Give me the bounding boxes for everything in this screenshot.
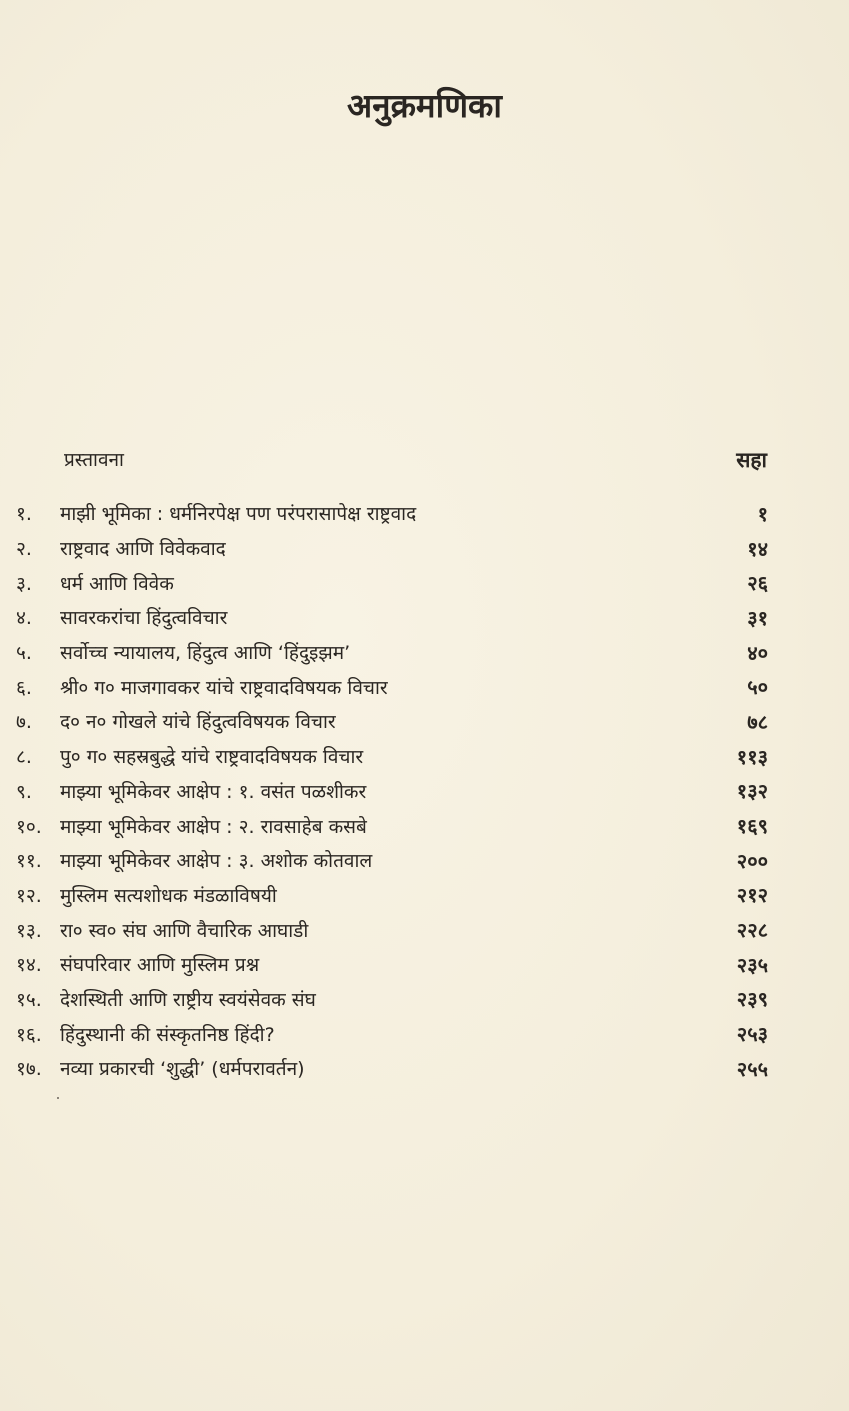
toc-entry-page: ४०: [747, 640, 768, 665]
toc-entry: [16, 912, 768, 947]
toc-entry-title: रा० स्व० संघ आणि वैचारिक आघाडी: [60, 919, 309, 942]
toc-entry-number: ३.: [16, 572, 32, 595]
toc-entry-page: ३१: [747, 605, 768, 630]
toc-entry-title: संघपरिवार आणि मुस्लिम प्रश्न: [60, 954, 260, 977]
preface-label: प्रस्तावना: [64, 449, 124, 471]
toc-entry-number: १३.: [16, 919, 42, 942]
toc-entry-number: १४.: [16, 954, 42, 977]
toc-entry-number: ५.: [16, 642, 32, 665]
toc-entry-number: १०.: [16, 815, 42, 838]
toc-entry: [16, 843, 768, 878]
toc-entry-page: ११३: [736, 744, 768, 769]
toc-entry: [16, 600, 768, 635]
toc-entry: [16, 947, 768, 982]
toc-entry-page: ५०: [747, 675, 768, 700]
toc-entry: [16, 808, 768, 843]
toc-entry: [16, 565, 768, 600]
paper-speck: [57, 1097, 59, 1099]
toc-entry: [16, 635, 768, 670]
toc-entry-page: २६: [747, 571, 768, 596]
toc-entry-page: २००: [736, 848, 768, 873]
toc-entry-number: १२.: [16, 884, 42, 907]
toc-entry: [16, 531, 768, 566]
toc-entry-number: १६.: [16, 1023, 42, 1046]
toc-entry: [16, 704, 768, 739]
toc-entry-title: नव्या प्रकारची ‘शुद्धी’ (धर्मपरावर्तन): [60, 1058, 305, 1081]
toc-entry: [16, 1051, 768, 1086]
page-title: अनुक्रमणिका: [347, 86, 502, 125]
toc-entry: [16, 1016, 768, 1051]
toc-entry-page: २५५: [736, 1056, 768, 1081]
toc-entry-title: हिंदुस्थानी की संस्कृतनिष्ठ हिंदी?: [60, 1023, 275, 1046]
toc-entry-number: १५.: [16, 988, 42, 1011]
toc-entry-title: धर्म आणि विवेक: [60, 572, 174, 595]
toc-entry-title: श्री० ग० माजगावकर यांचे राष्ट्रवादविषयक विचार: [60, 676, 388, 699]
toc-entry: [16, 739, 768, 774]
toc-entry-title: राष्ट्रवाद आणि विवेकवाद: [60, 538, 226, 561]
toc-entry: [16, 774, 768, 809]
toc-entry-title: सावरकरांचा हिंदुत्वविचार: [60, 607, 228, 630]
toc-entry-page: २१२: [736, 883, 768, 908]
toc-entry: [16, 669, 768, 704]
toc-entry-page: १: [757, 501, 768, 526]
toc-entry-number: १७.: [16, 1058, 42, 1081]
toc-entry-page: २२८: [736, 918, 768, 943]
toc-entry-number: ४.: [16, 607, 32, 630]
toc-entry-title: पु० ग० सहस्रबुद्धे यांचे राष्ट्रवादविषयक विचार: [60, 746, 364, 769]
toc-entry-page: १४: [747, 536, 768, 561]
toc-entry-page: २३५: [736, 952, 768, 977]
toc-entry-number: ११.: [16, 850, 42, 873]
toc-entry-number: १.: [16, 503, 32, 526]
toc-entry-number: ६.: [16, 676, 32, 699]
toc-entry-title: सर्वोच्च न्यायालय, हिंदुत्व आणि ‘हिंदुइझम’: [60, 642, 351, 665]
toc-entry: [16, 982, 768, 1017]
toc-entry-title: माझ्या भूमिकेवर आक्षेप : १. वसंत पळशीकर: [60, 780, 367, 803]
toc-entry-page: २३९: [736, 987, 768, 1012]
toc-entry-page: १६९: [736, 814, 768, 839]
toc-entry-number: २.: [16, 538, 32, 561]
toc-entry-title: माझ्या भूमिकेवर आक्षेप : २. रावसाहेब कसबे: [60, 815, 367, 838]
toc-entry-title: माझ्या भूमिकेवर आक्षेप : ३. अशोक कोतवाल: [60, 850, 373, 873]
toc-entry-page: २५३: [736, 1022, 768, 1047]
toc-entry: [16, 878, 768, 913]
toc-entry-number: ७.: [16, 711, 32, 734]
toc-entry-title: द० न० गोखले यांचे हिंदुत्वविषयक विचार: [60, 711, 336, 734]
toc-entry-page: १३२: [736, 779, 768, 804]
toc-entry-page: ७८: [747, 709, 768, 734]
toc-entry-number: ९.: [16, 780, 32, 803]
toc-entry-number: ८.: [16, 746, 32, 769]
table-of-contents: [16, 496, 768, 1086]
toc-entry-title: देशस्थिती आणि राष्ट्रीय स्वयंसेवक संघ: [60, 988, 316, 1011]
toc-entry-title: मुस्लिम सत्यशोधक मंडळाविषयी: [60, 884, 277, 907]
toc-entry: [16, 496, 768, 531]
toc-entry-title: माझी भूमिका : धर्मनिरपेक्ष पण परंपरासापेक्ष राष्ट्रवाद: [60, 503, 417, 526]
preface-page-number: सहा: [736, 448, 767, 472]
